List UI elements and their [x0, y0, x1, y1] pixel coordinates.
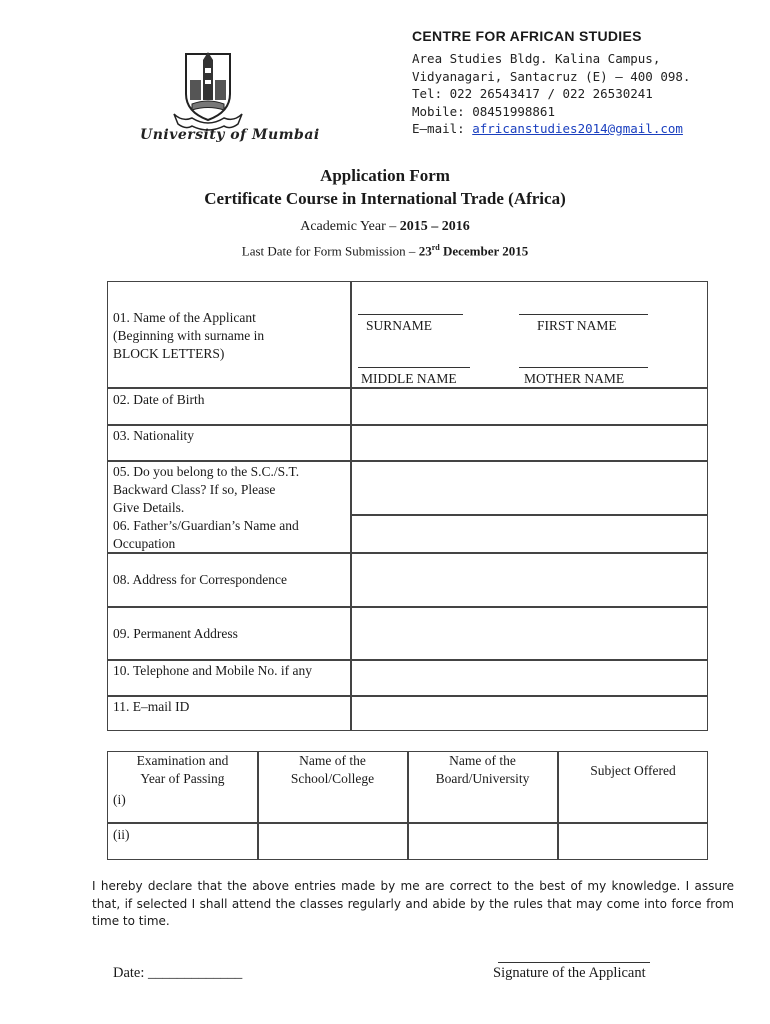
subject-offered-header: Subject Offered: [590, 763, 676, 778]
first-name-label: FIRST NAME: [537, 318, 617, 333]
date-field[interactable]: Date: _____________: [113, 965, 243, 981]
permanent-address-label: 09. Permanent Address: [113, 626, 238, 641]
applicant-name-label-line-1: 01. Name of the Applicant: [113, 310, 256, 325]
email-label: E–mail:: [412, 121, 473, 136]
school-college-header-line-2: School/College: [290, 771, 375, 786]
telephone-input[interactable]: [352, 661, 707, 694]
email-id-label: 11. E–mail ID: [113, 699, 190, 714]
university-name: University of Mumbai: [140, 127, 320, 143]
caste-label: [113, 463, 299, 553]
last-date-label: Last Date for Form Submission –: [241, 243, 419, 259]
qualification-row-divider: [107, 822, 708, 824]
telephone-line: Tel: 022 26543417 / 022 26530241: [412, 86, 653, 101]
applicant-name-label-line-2: (Beginning with surname in: [113, 328, 265, 343]
caste-label-line-2: Backward Class? If so, Please: [113, 482, 276, 497]
exam-year-header: [108, 752, 257, 788]
centre-title: CENTRE FOR AFRICAN STUDIES: [412, 28, 642, 44]
address-line-2: Vidyanagari, Santacruz (E) – 400 098.: [412, 68, 691, 84]
nationality-input[interactable]: [352, 426, 707, 459]
form-title: [0, 164, 770, 210]
school-college-header: [258, 752, 407, 788]
form-title-line-1: Application Form: [320, 166, 450, 185]
nationality-label: 03. Nationality: [113, 428, 194, 443]
applicant-name-label-line-3: BLOCK LETTERS): [113, 346, 225, 361]
email-link[interactable]: africanstudies2014@gmail.com: [472, 121, 683, 136]
telephone-label: 10. Telephone and Mobile No. if any: [113, 663, 313, 678]
last-date-day: 23: [418, 243, 432, 259]
board-university-header-line-1: Name of the: [449, 753, 516, 768]
caste-label-line-3: Give Details.: [113, 500, 185, 515]
date-of-birth-input[interactable]: [352, 389, 707, 423]
address-line-1: Area Studies Bldg. Kalina Campus,: [412, 51, 661, 66]
date-of-birth-label: 02. Date of Birth: [113, 392, 205, 407]
father-guardian-input[interactable]: [352, 516, 707, 551]
declaration-text: I hereby declare that the above entries made by me are correct to the best of my knowledge. I assure that, if selected I shall attend the classes regularly and abide by the rules that may come into force from time to time.: [92, 879, 734, 928]
first-name-field[interactable]: [519, 314, 648, 315]
school-college-header-line-1: Name of the: [299, 753, 366, 768]
university-crest-logo: [172, 50, 244, 132]
board-university-header-line-2: Board/University: [435, 771, 530, 786]
exam-year-header-line-1: Examination and: [136, 753, 229, 768]
qualification-row-1-label: (i): [113, 792, 126, 807]
email-line: [412, 120, 690, 138]
last-date: [0, 243, 770, 259]
surname-field[interactable]: [358, 314, 463, 315]
mobile-line: Mobile: 08451998861: [412, 103, 555, 119]
middle-name-label: MIDDLE NAME: [361, 371, 457, 386]
academic-year-value: 2015 – 2016: [399, 219, 470, 234]
centre-address-block: [412, 50, 690, 138]
applicant-name-label: [113, 309, 264, 363]
middle-name-field[interactable]: [358, 367, 470, 368]
last-date-suffix: rd: [431, 243, 440, 252]
father-label-line-1: 06. Father’s/Guardian’s Name and: [113, 518, 299, 533]
caste-input[interactable]: [352, 462, 707, 513]
father-label-line-2: Occupation: [113, 536, 176, 551]
form-title-line-2: Certificate Course in International Trade (Africa): [204, 189, 566, 208]
academic-year-label: Academic Year –: [300, 219, 400, 234]
correspondence-address-input[interactable]: [352, 554, 707, 605]
signature-label: Signature of the Applicant: [493, 965, 646, 981]
exam-year-header-line-2: Year of Passing: [140, 771, 225, 786]
mother-name-label: MOTHER NAME: [524, 371, 625, 386]
surname-label: SURNAME: [366, 318, 433, 333]
academic-year: [0, 219, 770, 235]
mother-name-field[interactable]: [519, 367, 648, 368]
correspondence-address-label: 08. Address for Correspondence: [113, 572, 287, 587]
permanent-address-input[interactable]: [352, 608, 707, 658]
signature-line[interactable]: [498, 962, 650, 963]
board-university-header: [408, 752, 557, 788]
last-date-rest: December 2015: [439, 243, 529, 259]
qualification-row-2-label: (ii): [113, 827, 130, 842]
caste-label-line-1: 05. Do you belong to the S.C./S.T.: [113, 464, 300, 479]
email-id-input[interactable]: [352, 697, 707, 730]
